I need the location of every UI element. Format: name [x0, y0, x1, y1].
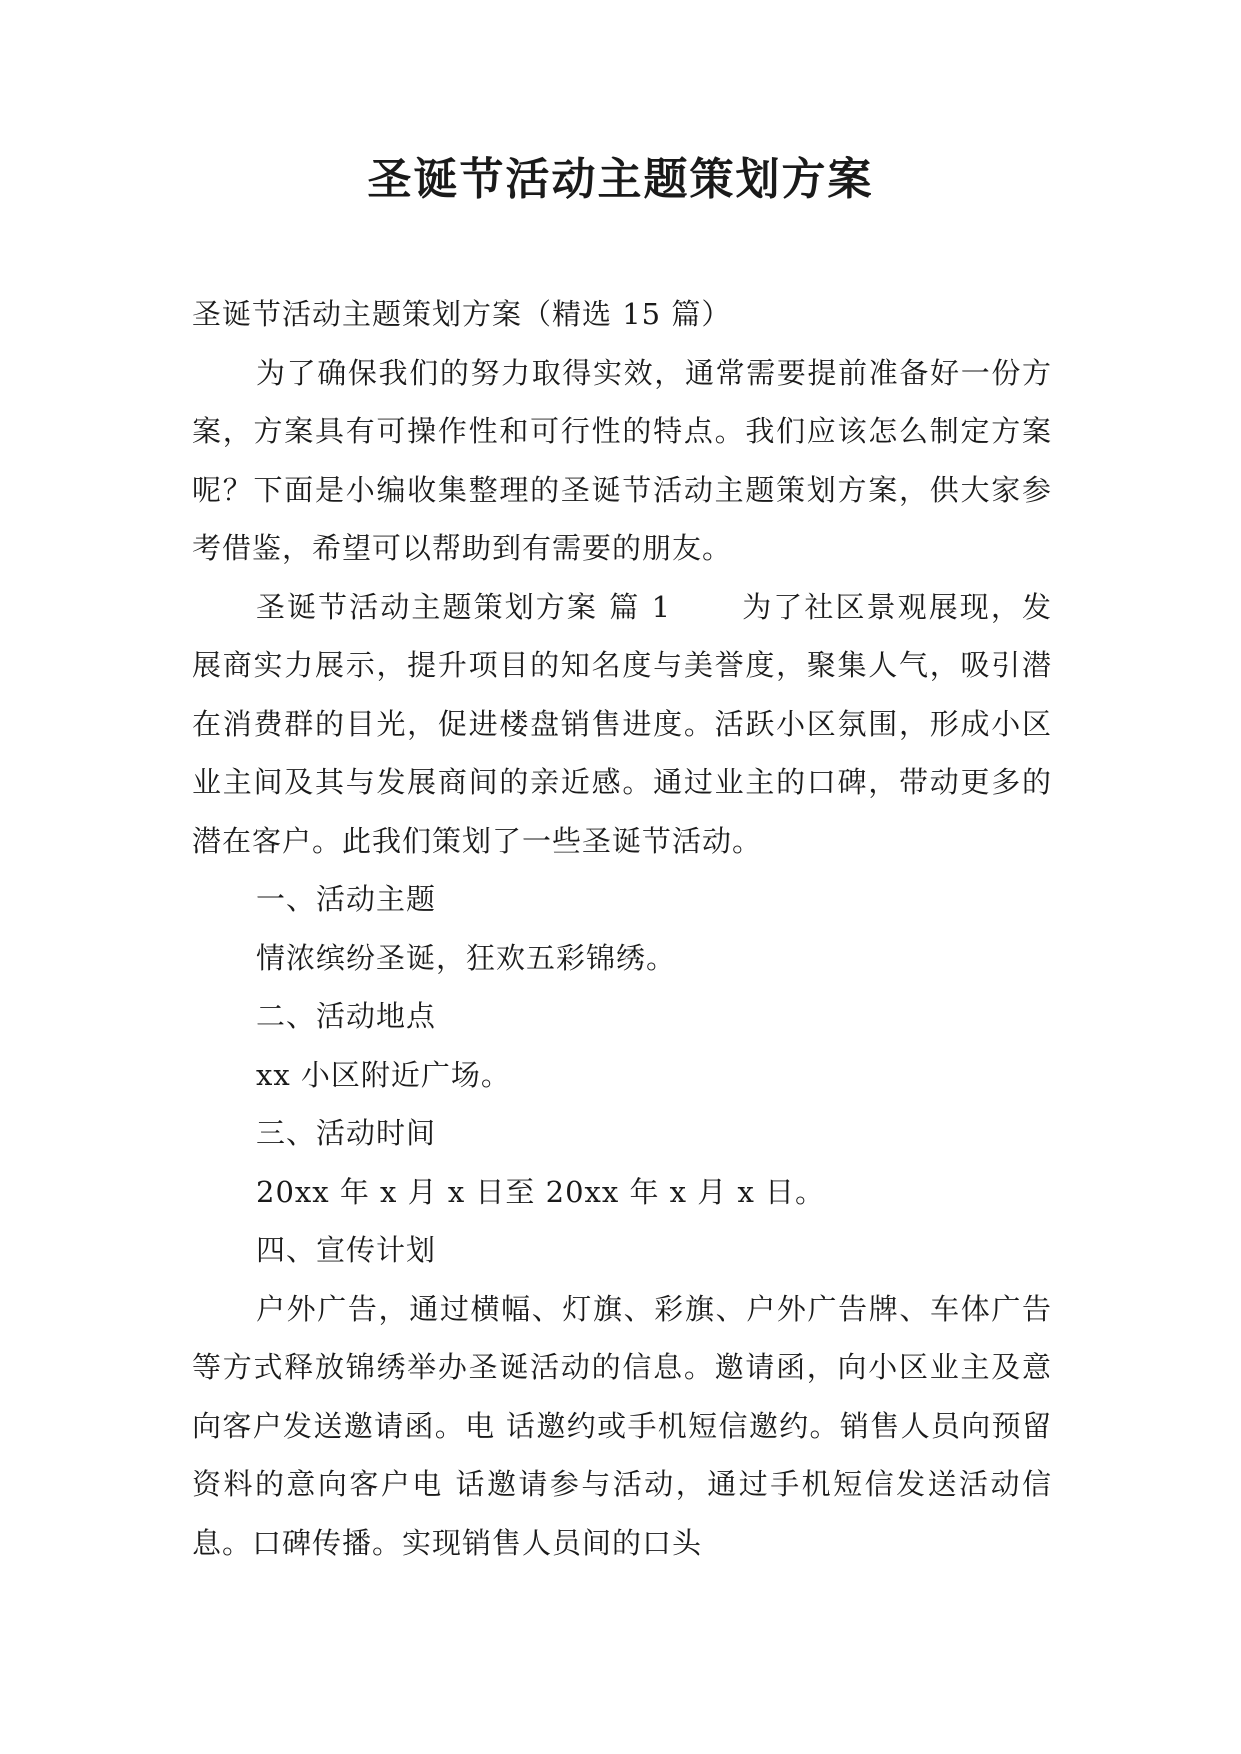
section-heading: 圣诞节活动主题策划方案 篇 1 [256, 589, 672, 624]
item-text-time: 20xx 年 x 月 x 日至 20xx 年 x 月 x 日。 [256, 1174, 826, 1209]
item-heading-promotion: 四、宣传计划 [256, 1233, 437, 1267]
section-paragraph [192, 578, 1052, 871]
item-heading-time: 三、活动时间 [256, 1116, 437, 1150]
document-subtitle: 圣诞节活动主题策划方案（精选 15 篇） [192, 297, 732, 331]
item-text-theme: 情浓缤纷圣诞，狂欢五彩锦绣。 [256, 940, 677, 975]
intro-paragraph: 为了确保我们的努力取得实效，通常需要提前准备好一份方案，方案具有可操作性和可行性的特点。我们应该怎么制定方案呢？下面是小编收集整理的圣诞节活动主题策划方案，供大家参考借鉴，希望可以帮助到有需要的朋友。 [192, 355, 1052, 565]
section-body: 为了社区景观展现，发展商实力展示，提升项目的知名度与美誉度，聚集人气，吸引潜在消费群的目光，促进楼盘销售进度。活跃小区氛围，形成小区业主间及其与发展商间的亲近感。通过业主的口碑，带动更多的潜在客户。此我们策划了一些圣诞节活动。 [192, 589, 1052, 858]
item-heading-theme: 一、活动主题 [256, 882, 437, 916]
promotion-paragraph: 户外广告，通过横幅、灯旗、彩旗、户外广告牌、车体广告等方式释放锦绣举办圣诞活动的信息。邀请函，向小区业主及意向客户发送邀请函。电 话邀约或手机短信邀约。销售人员向预留资料的意向客户电 话邀请参与活动，通过手机短信发送活动信息。口碑传播。实现销售人员间的口头 [192, 1291, 1052, 1560]
document-title: 圣诞节活动主题策划方案 [367, 154, 874, 205]
item-heading-location: 二、活动地点 [256, 999, 437, 1033]
document-body [192, 285, 1052, 1572]
item-text-location: xx 小区附近广场。 [256, 1057, 511, 1092]
